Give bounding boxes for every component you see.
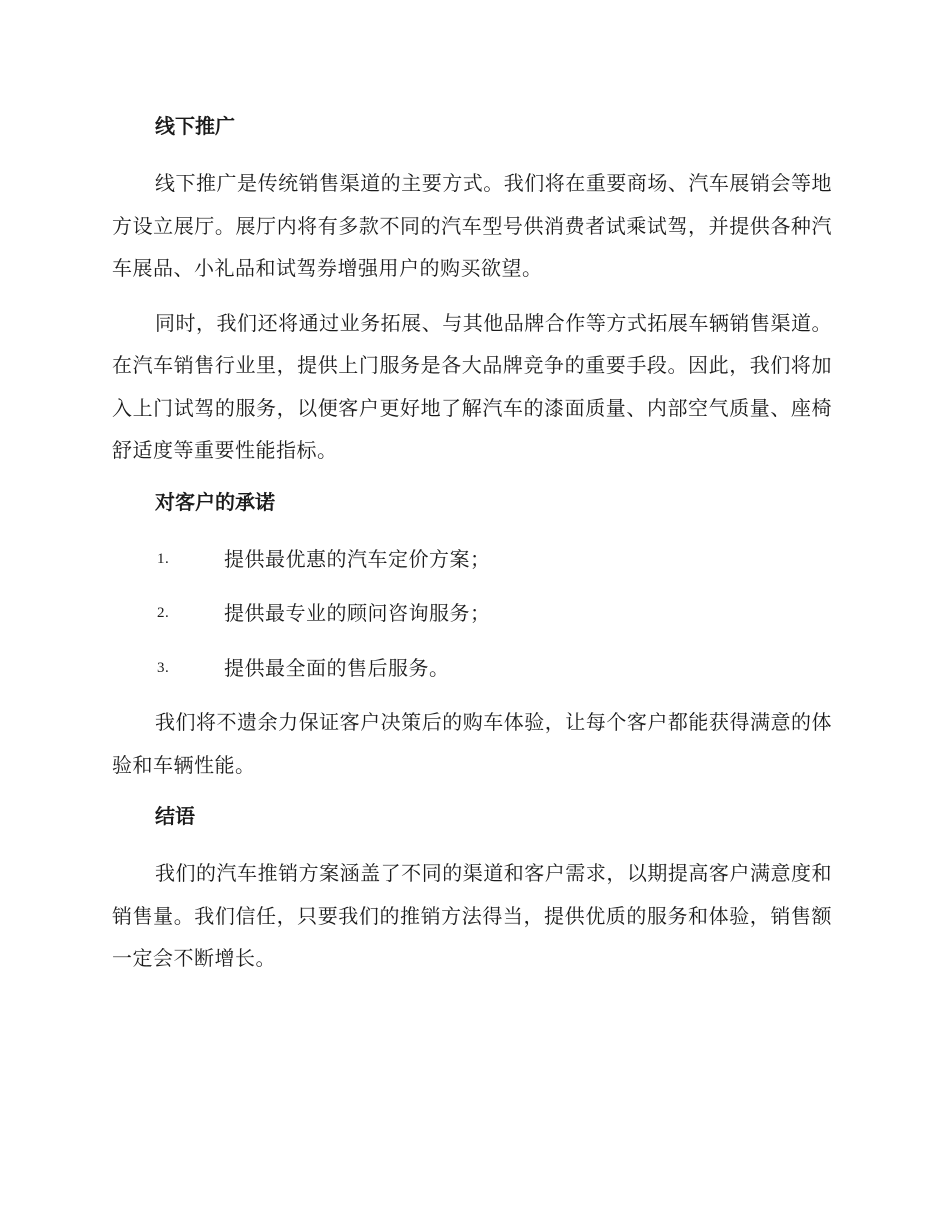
list-number: 2. bbox=[157, 605, 170, 621]
list-item bbox=[112, 538, 832, 581]
list-number: 3. bbox=[157, 659, 170, 676]
list-item-text: 提供最优惠的汽车定价方案； bbox=[224, 546, 491, 571]
list-number: 1. bbox=[157, 550, 170, 567]
paragraph-conclusion: 我们的汽车推销方案涵盖了不同的渠道和客户需求，以期提高客户满意度和销售量。我们信任，只要我们的推销方法得当，提供优质的服务和体验，销售额一定会不断增长。 bbox=[112, 861, 832, 970]
paragraph-offline-intro: 线下推广是传统销售渠道的主要方式。我们将在重要商场、汽车展销会等地方设立展厅。展厅内将有多款不同的汽车型号供消费者试乘试驾，并提供各种汽车展品、小礼品和试驾券增强用户的购买欲望。 bbox=[112, 171, 832, 280]
list-item-text: 提供最全面的售后服务。 bbox=[224, 655, 450, 680]
list-item bbox=[112, 592, 832, 635]
section-heading-customer-commitment: 对客户的承诺 bbox=[155, 489, 275, 514]
section-heading-conclusion: 结语 bbox=[155, 804, 195, 828]
section-heading-offline-promotion: 线下推广 bbox=[155, 114, 235, 138]
document-page bbox=[112, 108, 832, 992]
list-item bbox=[112, 647, 832, 690]
commitment-list bbox=[112, 538, 832, 690]
list-item-text: 提供最专业的顾问咨询服务； bbox=[224, 601, 491, 625]
paragraph-commitment-closing: 我们将不遗余力保证客户决策后的购车体验，让每个客户都能获得满意的体验和车辆性能。 bbox=[112, 710, 832, 777]
paragraph-offline-channels: 同时，我们还将通过业务拓展、与其他品牌合作等方式拓展车辆销售渠道。在汽车销售行业里，提供上门服务是各大品牌竞争的重要手段。因此，我们将加入上门试驾的服务，以便客户更好地了解汽车的漆面质量、内部空气质量、座椅舒适度等重要性能指标。 bbox=[112, 310, 832, 462]
